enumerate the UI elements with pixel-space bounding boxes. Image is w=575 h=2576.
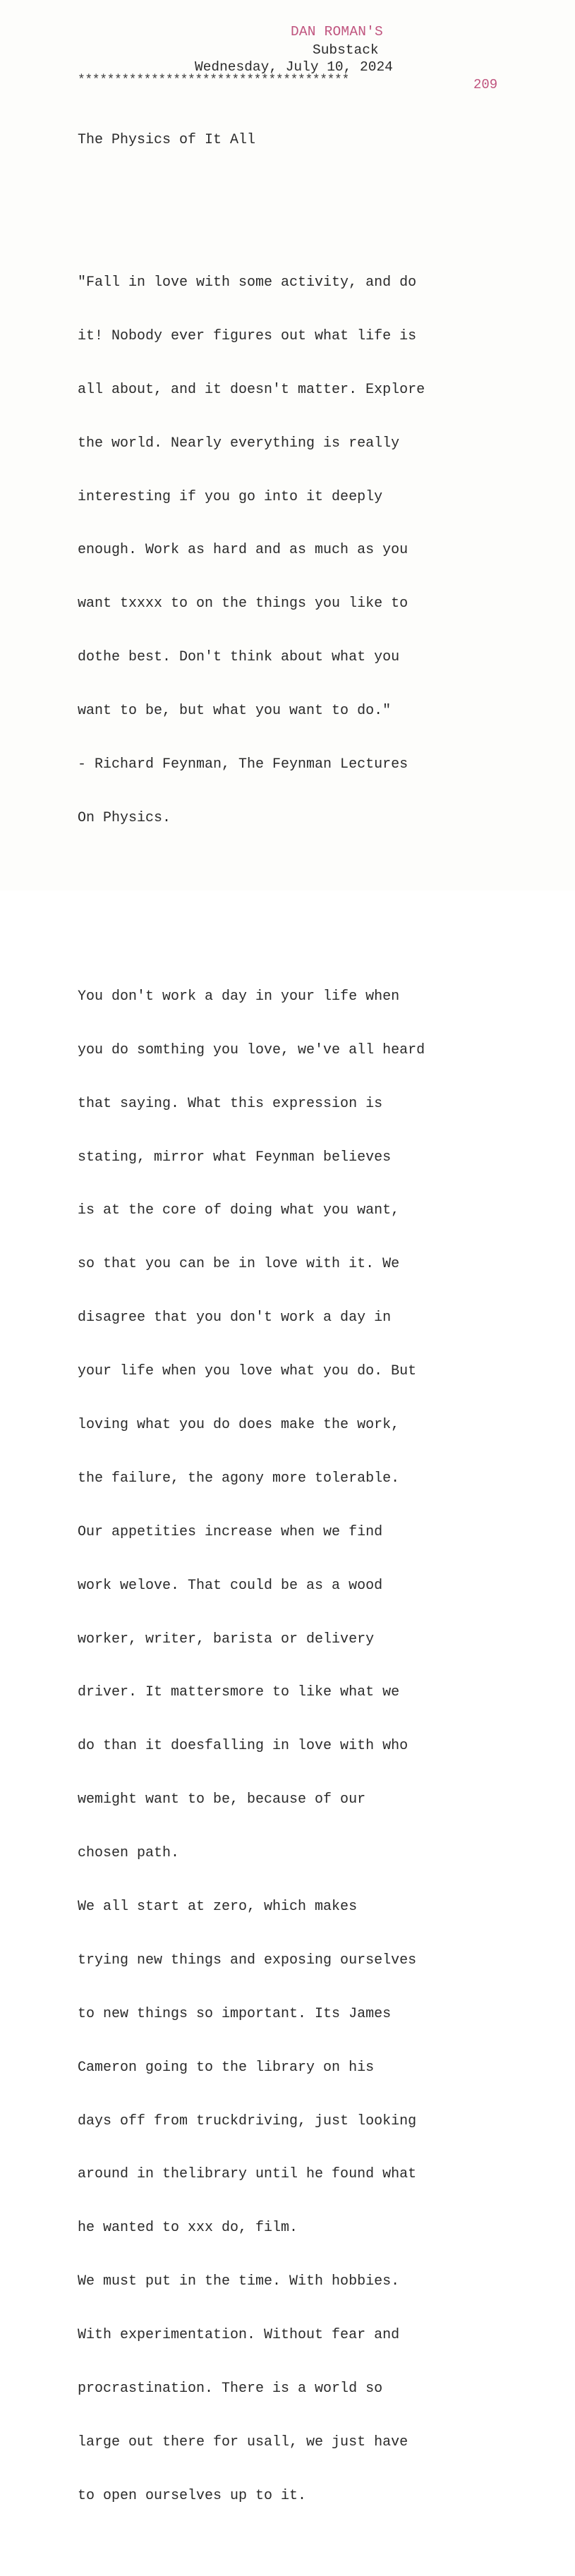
body-line: Cameron going to the library on his [78, 2059, 375, 2076]
body-line: Our appetities increase when we find [78, 1523, 383, 1540]
quote-line: it! Nobody ever figures out what life is [78, 327, 417, 344]
quote-attribution: - Richard Feynman, The Feynman Lectures [78, 756, 408, 773]
body-line: to open ourselves up to it. [78, 2487, 307, 2504]
quote-line: "Fall in love with some activity, and do [78, 274, 417, 291]
body-line: chosen path. [78, 1845, 180, 1862]
quote-block [78, 238, 564, 862]
article-body [78, 95, 564, 2576]
quote-line: the world. Nearly everything is really [78, 435, 400, 452]
body-line: large out there for usall, we just have [78, 2433, 408, 2450]
quote-line: enough. Work as hard and as much as you [78, 542, 408, 559]
quote-line: want txxxx to on the things you like to [78, 595, 408, 612]
quote-attribution: On Physics. [78, 809, 171, 826]
body-line: worker, writer, barista or delivery [78, 1631, 375, 1647]
asterisk-divider: ************************************* [78, 73, 349, 87]
body-line: he wanted to xxx do, film. [78, 2220, 298, 2237]
publication-date: Wednesday, July 10, 2024 [195, 59, 393, 75]
quote-line: all about, and it doesn't matter. Explore [78, 381, 425, 398]
body-line: loving what you do does make the work, [78, 1416, 400, 1433]
body-line: to new things so important. Its James [78, 2005, 392, 2022]
body-line: With experimentation. Without fear and [78, 2327, 400, 2344]
blank-line [78, 898, 564, 916]
body-block [78, 952, 564, 2540]
publication-name: Substack [313, 42, 379, 58]
body-line: your life when you love what you do. But [78, 1363, 417, 1380]
quote-line: want to be, but what you want to do." [78, 703, 392, 720]
body-line: You don't work a day in your life when [78, 988, 400, 1005]
page-number: 209 [473, 77, 498, 92]
body-line: do than it doesfalling in love with who [78, 1738, 408, 1755]
blank-line [78, 184, 564, 202]
body-line: trying new things and exposing ourselves [78, 1952, 417, 1969]
body-line: We all start at zero, which makes [78, 1898, 358, 1915]
article-title: The Physics of It All [78, 131, 256, 148]
body-line: so that you can be in love with it. We [78, 1256, 400, 1273]
body-line: that saying. What this expression is [78, 1095, 383, 1112]
body-line: driver. It mattersmore to like what we [78, 1684, 400, 1701]
body-line: We must put in the time. With hobbies. [78, 2273, 400, 2290]
body-line: disagree that you don't work a day in [78, 1310, 392, 1326]
body-line: wemight want to be, because of our [78, 1791, 366, 1808]
body-line: procrastination. There is a world so [78, 2381, 383, 2397]
body-line: around in thelibrary until he found what [78, 2166, 417, 2183]
body-line: days off from truckdriving, just looking [78, 2112, 417, 2129]
body-line: work welove. That could be as a wood [78, 1577, 383, 1594]
author-name: DAN ROMAN'S [291, 24, 383, 40]
body-line: you do somthing you love, we've all heard [78, 1041, 425, 1058]
quote-line: dothe best. Don't think about what you [78, 649, 400, 666]
body-line: is at the core of doing what you want, [78, 1202, 400, 1219]
body-line: the failure, the agony more tolerable. [78, 1470, 400, 1487]
quote-line: interesting if you go into it deeply [78, 488, 383, 505]
body-line: stating, mirror what Feynman believes [78, 1149, 392, 1166]
